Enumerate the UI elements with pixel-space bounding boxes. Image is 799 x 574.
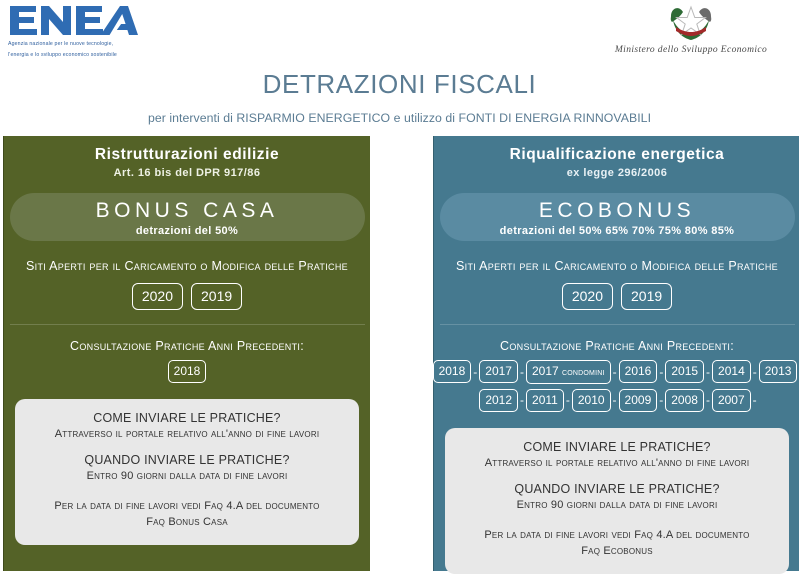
- year-button-2019[interactable]: 2019: [621, 283, 672, 310]
- year-separator: -: [520, 393, 525, 408]
- year-button-2017-condomini[interactable]: 2017 condomini: [526, 360, 611, 384]
- panel-subheading: Art. 16 bis del DPR 917/86: [113, 166, 261, 179]
- info-question-how: COME INVIARE LE PRATICHE?: [523, 439, 711, 454]
- page-subtitle: per interventi di RISPARMIO ENERGETICO e utilizzo di FONTI DI ENERGIA RINNOVABILI: [147, 110, 652, 125]
- enea-logo: [4, 4, 174, 60]
- year-separator: -: [659, 393, 664, 408]
- year-separator: -: [519, 364, 524, 379]
- ecobonus-banner: [440, 193, 795, 241]
- info-footer-line-2: Faq Bonus Casa: [146, 516, 228, 529]
- bonus-casa-banner-rate: detrazioni del 50%: [135, 225, 239, 238]
- year-button-2009[interactable]: 2009: [619, 389, 658, 412]
- year-separator: -: [612, 393, 617, 408]
- year-button-2014[interactable]: 2014: [712, 360, 751, 383]
- year-button-2012[interactable]: 2012: [479, 389, 518, 412]
- info-answer-how: Attraverso il portale relativo all'anno di fine lavori: [484, 456, 750, 469]
- open-sites-label: Siti Aperti per il Caricamento o Modifica delle Pratiche: [26, 258, 348, 273]
- year-separator: -: [752, 364, 757, 379]
- year-button-2007[interactable]: 2007: [712, 389, 751, 412]
- info-question-when: QUANDO INVIARE LE PRATICHE?: [514, 481, 720, 496]
- mise-logo: [601, 2, 781, 55]
- info-footer-line-1: Per la data di fine lavori vedi Faq 4.A del documento: [54, 499, 320, 512]
- panel-divider: [440, 324, 795, 325]
- enea-wordmark-icon: [8, 4, 138, 38]
- info-answer-when: Entro 90 giorni dalla data di fine lavori: [86, 469, 288, 482]
- panel-heading: Ristrutturazioni edilizie: [94, 146, 280, 163]
- panel-divider: [10, 324, 365, 325]
- title-block: [0, 70, 799, 125]
- previous-years-row: [4, 360, 370, 383]
- year-button-2020[interactable]: 2020: [132, 283, 183, 310]
- info-question-when: QUANDO INVIARE LE PRATICHE?: [84, 452, 290, 467]
- mise-label: Ministero dello Sviluppo Economico: [614, 45, 768, 55]
- page-header: [0, 0, 799, 62]
- info-card-bonus-casa: [15, 399, 359, 545]
- year-button-2008[interactable]: 2008: [665, 389, 704, 412]
- info-card-ecobonus: [445, 428, 789, 574]
- panel-heading: Riqualificazione energetica: [509, 146, 725, 163]
- info-footer-line-1: Per la data di fine lavori vedi Faq 4.A del documento: [484, 528, 750, 541]
- year-button-2011[interactable]: 2011: [526, 389, 564, 412]
- info-answer-when: Entro 90 giorni dalla data di fine lavori: [516, 498, 718, 511]
- page-title: DETRAZIONI FISCALI: [262, 69, 537, 99]
- year-button-2018[interactable]: 2018: [433, 360, 472, 383]
- year-separator: -: [565, 393, 570, 408]
- info-answer-how: Attraverso il portale relativo all'anno di fine lavori: [54, 427, 320, 440]
- year-button-2019[interactable]: 2019: [191, 283, 242, 310]
- year-button-2013[interactable]: 2013: [759, 360, 798, 383]
- year-separator: -: [752, 393, 757, 408]
- info-question-how: COME INVIARE LE PRATICHE?: [93, 410, 281, 425]
- previous-years-label: Consultazione Pratiche Anni Precedenti:: [500, 338, 734, 353]
- previous-years-row: [434, 360, 799, 384]
- year-button-2018[interactable]: 2018: [168, 360, 207, 383]
- panels-container: [0, 136, 799, 571]
- year-button-2010[interactable]: 2010: [572, 389, 611, 412]
- year-separator: -: [612, 364, 617, 379]
- ecobonus-banner-title: ECOBONUS: [538, 198, 696, 222]
- year-separator: -: [659, 364, 664, 379]
- bonus-casa-banner-title: BONUS CASA: [95, 198, 279, 222]
- open-years-row: [4, 283, 370, 310]
- open-sites-label: Siti Aperti per il Caricamento o Modifica delle Pratiche: [456, 258, 778, 273]
- previous-years-row: [434, 389, 799, 412]
- year-button-2017[interactable]: 2017: [479, 360, 518, 383]
- year-separator: -: [705, 393, 710, 408]
- info-footer-line-2: Faq Ecobonus: [581, 545, 653, 558]
- italian-republic-emblem-icon: [665, 2, 717, 44]
- enea-tagline-line-1: Agenzia nazionale per le nuove tecnologie,: [8, 41, 114, 47]
- previous-years-grid: [4, 360, 370, 383]
- panel-bonus-casa: [3, 136, 370, 571]
- year-button-2016[interactable]: 2016: [619, 360, 658, 383]
- bonus-casa-banner: [10, 193, 365, 241]
- panel-subheading: ex legge 296/2006: [566, 166, 668, 179]
- enea-tagline-line-2: l'energia e lo sviluppo economico sostenibile: [8, 52, 117, 59]
- info-spacer: [455, 469, 779, 482]
- previous-years-label: Consultazione Pratiche Anni Precedenti:: [70, 338, 304, 353]
- open-years-row: [434, 283, 799, 310]
- year-button-2020[interactable]: 2020: [562, 283, 613, 310]
- panel-ecobonus: [433, 136, 799, 571]
- previous-years-grid: [434, 360, 799, 412]
- year-button-qualifier: condomini: [562, 366, 605, 378]
- year-button-2015[interactable]: 2015: [665, 360, 704, 383]
- ecobonus-banner-rate: detrazioni del 50% 65% 70% 75% 80% 85%: [499, 225, 735, 238]
- year-separator: -: [706, 364, 711, 379]
- info-spacer: [25, 440, 349, 453]
- year-separator: -: [473, 364, 478, 379]
